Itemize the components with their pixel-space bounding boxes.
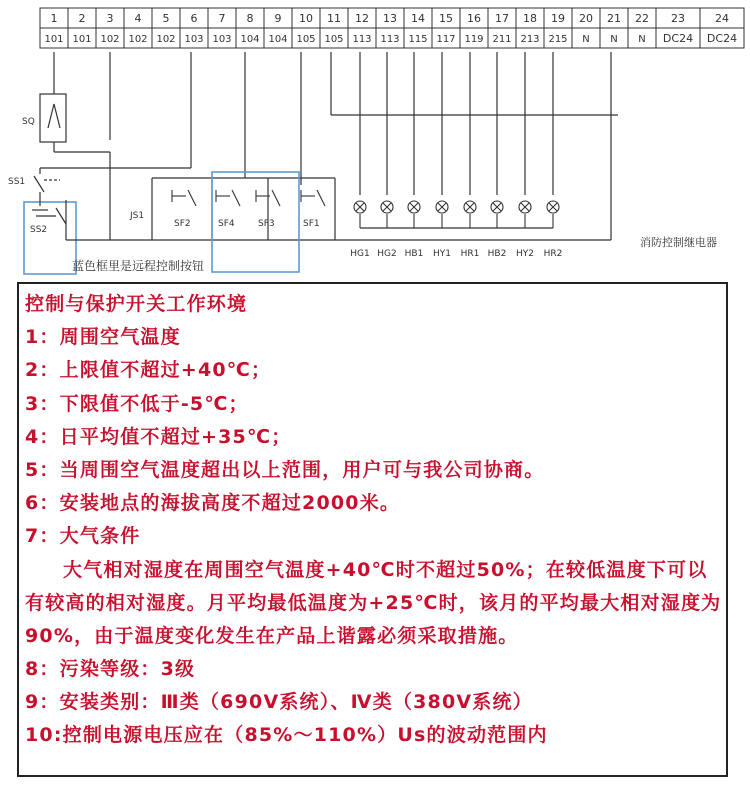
ss1-switch [34,168,191,200]
terminal-number: 21 [607,12,621,25]
terminal-wire-label: 119 [464,34,484,45]
terminal-wire-label: N [610,34,618,45]
lamp-label: HY1 [433,249,451,259]
terminal-number: 10 [299,12,313,25]
indicator-lamps [350,201,562,259]
humidity-paragraph: 大气相对湿度在周围空气温度+40℃时不超过50%；在较低温度下可以有较高的相对湿度。月平均最低温度为+25℃时，该月的平均最大相对湿度为90%，由于温度变化发生在产品上谐露必须采取措施。 [25,558,722,647]
terminal-number: 18 [523,12,537,25]
environment-title: 控制与保护开关工作环境 [25,293,248,315]
js1-label: JS1 [130,211,145,221]
remote-note: 蓝色框里是远程控制按钮 [72,259,205,273]
terminal-wire-label: 113 [352,34,372,45]
wiring-diagram [0,0,750,282]
terminal-number: 13 [383,12,397,25]
env-item-9: 9：安装类别：Ⅲ类（690V系统）、Ⅳ类（380V系统） [25,691,533,714]
terminal-wire-label: 101 [72,34,92,45]
ss1-label: SS1 [8,177,26,187]
ss2-label: SS2 [30,225,48,235]
switch-label: SF2 [174,219,191,229]
sq-limit-switch [40,86,110,152]
ss2-remote-frame [24,202,76,274]
terminal-number: 20 [579,12,593,25]
terminal-number: 9 [274,12,282,25]
lamp-icon [408,201,420,228]
terminal-number: 24 [715,12,729,25]
terminal-wire-label: 113 [380,34,400,45]
lamp-label: HB2 [487,249,507,259]
terminal-wire-label: 105 [324,34,344,45]
lamp-label: HY2 [516,249,534,259]
switch-label: SF1 [303,219,320,229]
terminal-wire-label: 115 [408,34,428,45]
terminal-wire-label: 104 [268,34,288,45]
terminal-wire-label: 102 [156,34,176,45]
terminal-number: 5 [162,12,170,25]
terminal-wire-label: 117 [436,34,456,45]
env-item-3: 3：下限值不低于-5℃； [25,392,249,415]
env-item-5: 5：当周围空气温度超出以上范围，用户可与我公司协商。 [25,458,545,481]
switch-contact-symbol [172,190,196,206]
terminal-wire-label: N [582,34,590,45]
env-item-10: 10:控制电源电压应在（85%～110%）Us的波动范围内 [25,724,548,747]
lamp-label: HR1 [460,249,480,259]
terminal-number: 1 [50,12,58,25]
lamp-label: HR2 [543,249,563,259]
terminal-number: 12 [355,12,369,25]
terminal-wire-label: 213 [520,34,540,45]
terminal-number: 11 [327,12,341,25]
terminal-wire-label: 105 [296,34,316,45]
lamp-icon [491,201,503,228]
lamp-icon [464,201,476,228]
switch-contact-symbol [216,190,240,206]
lamp-icon [436,201,448,228]
terminal-number: 19 [551,12,565,25]
terminal-number: 4 [134,12,142,25]
terminal-wire-label: 211 [492,34,512,45]
terminal-number: 17 [495,12,509,25]
terminal-number: 23 [671,12,685,25]
lamp-icon [547,201,559,228]
terminal-number: 6 [190,12,198,25]
env-item-8: 8：污染等级：3级 [25,658,196,681]
lamp-label: HB1 [404,249,424,259]
terminal-wire-label: 102 [128,34,148,45]
terminal-wire-label: 215 [548,34,568,45]
terminal-number: 14 [411,12,425,25]
env-item-6: 6：安装地点的海拔高度不超过2000米。 [25,492,401,515]
lamp-icon [381,201,393,228]
env-item-1: 1：周围空气温度 [25,326,181,349]
switch-contact-symbol [301,190,325,206]
lamp-label: HG1 [350,249,370,259]
env-item-4: 4：日平均值不超过+35℃； [25,425,292,448]
switch-labels [172,190,325,229]
terminal-number: 7 [218,12,226,25]
switch-label: SF4 [218,219,235,229]
env-item-2: 2：上限值不超过+40℃； [25,359,272,382]
terminal-number: 16 [467,12,481,25]
terminal-number: 3 [106,12,114,25]
terminal-number: 2 [78,12,86,25]
terminal-wire-label: 103 [184,34,204,45]
lamp-icon [354,201,366,228]
terminal-number: 15 [439,12,453,25]
terminal-number: 8 [246,12,254,25]
sq-label: SQ [22,117,35,127]
terminal-wire-label: DC24 [706,32,738,45]
terminal-wire-label: 103 [212,34,232,45]
environment-panel [17,282,728,777]
switch-label: SF3 [258,219,275,229]
lamp-icon [519,201,531,228]
lamp-label: HG2 [377,249,397,259]
terminal-wire-label: 104 [240,34,260,45]
relay-label: 消防控制继电器 [640,236,717,249]
env-item-7: 7：大气条件 [25,525,141,548]
terminal-wire-label: DC24 [662,32,694,45]
terminal-wire-label: N [638,34,646,45]
terminal-wire-label: 102 [100,34,120,45]
terminal-number: 22 [635,12,649,25]
terminal-wire-label: 101 [44,34,64,45]
